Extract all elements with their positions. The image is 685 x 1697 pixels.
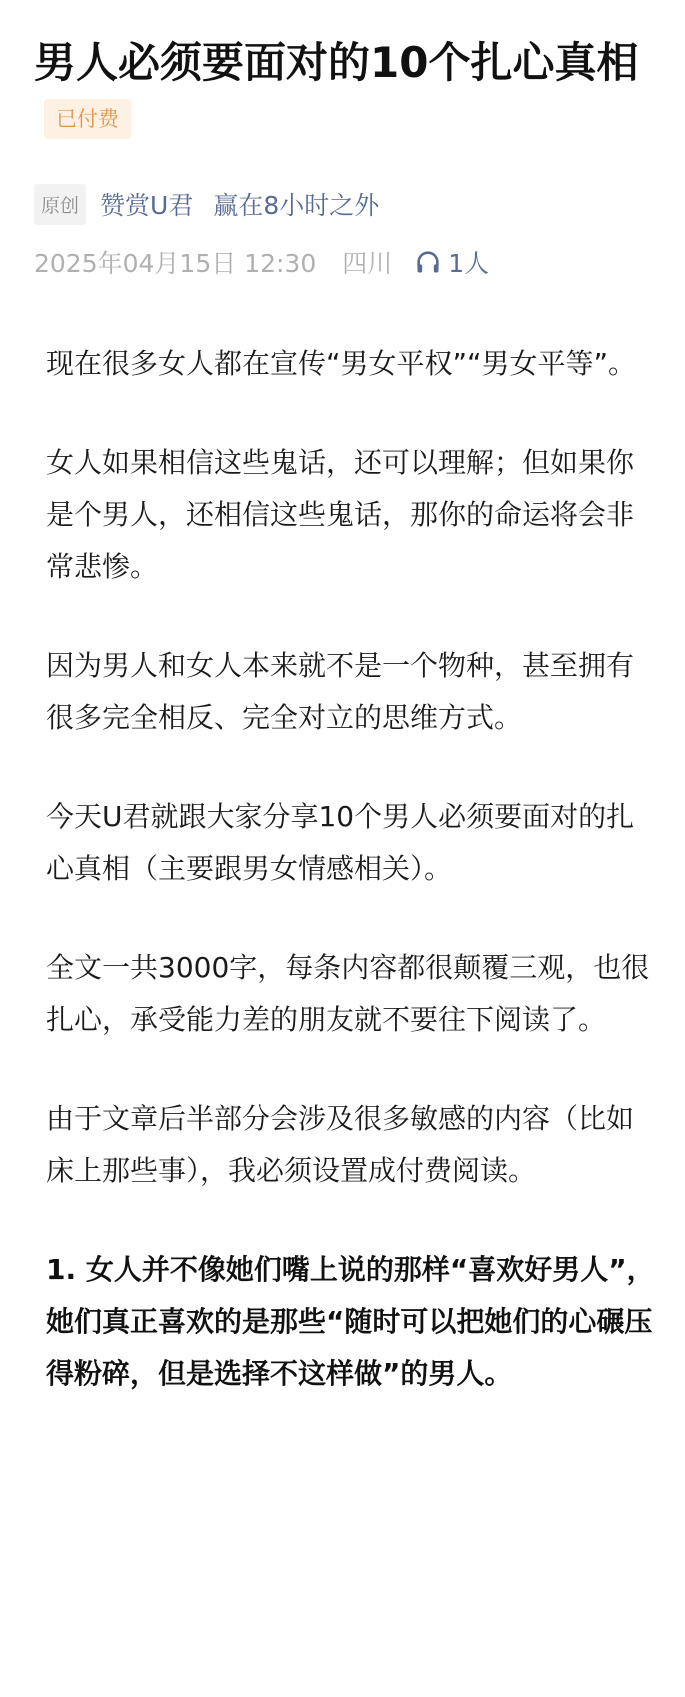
- section-heading: 1. 女人并不像她们嘴上说的那样“喜欢好男人”，她们真正喜欢的是那些“随时可以把她们的心碾压得粉碎，但是选择不这样做”的男人。: [46, 1253, 655, 1390]
- paragraph: 女人如果相信这些鬼话，还可以理解；但如果你是个男人，还相信这些鬼话，那你的命运将会非常悲惨。: [46, 446, 635, 583]
- paragraph: 因为男人和女人本来就不是一个物种，甚至拥有很多完全相反、完全对立的思维方式。: [46, 649, 635, 734]
- listen-count: 1人: [448, 249, 490, 278]
- paid-badge: 已付费: [44, 99, 131, 139]
- headphones-icon: [414, 248, 442, 276]
- listen-count-button[interactable]: [414, 244, 489, 280]
- publish-location: 四川: [342, 249, 393, 278]
- publish-date: 2025年04月15日 12:30: [34, 249, 317, 278]
- paragraph: 今天U君就跟大家分享10个男人必须要面对的扎心真相（主要跟男女情感相关）。: [46, 800, 635, 885]
- original-tag: 原创: [34, 184, 86, 225]
- article-title: 男人必须要面对的10个扎心真相: [34, 38, 639, 87]
- article-title-block: [34, 34, 654, 148]
- paragraph: 全文一共3000字，每条内容都很颠覆三观，也很扎心，承受能力差的朋友就不要往下阅读了。: [46, 951, 650, 1036]
- account-link[interactable]: 赢在8小时之外: [213, 191, 380, 220]
- article-info: [34, 242, 489, 282]
- article-body: [46, 338, 656, 1447]
- article-meta: [34, 184, 379, 224]
- author-link[interactable]: 赞赏U君: [100, 191, 194, 220]
- paragraph: 现在很多女人都在宣传“男女平权”“男女平等”。: [46, 347, 637, 380]
- paragraph: 由于文章后半部分会涉及很多敏感的内容（比如床上那些事），我必须设置成付费阅读。: [46, 1102, 635, 1187]
